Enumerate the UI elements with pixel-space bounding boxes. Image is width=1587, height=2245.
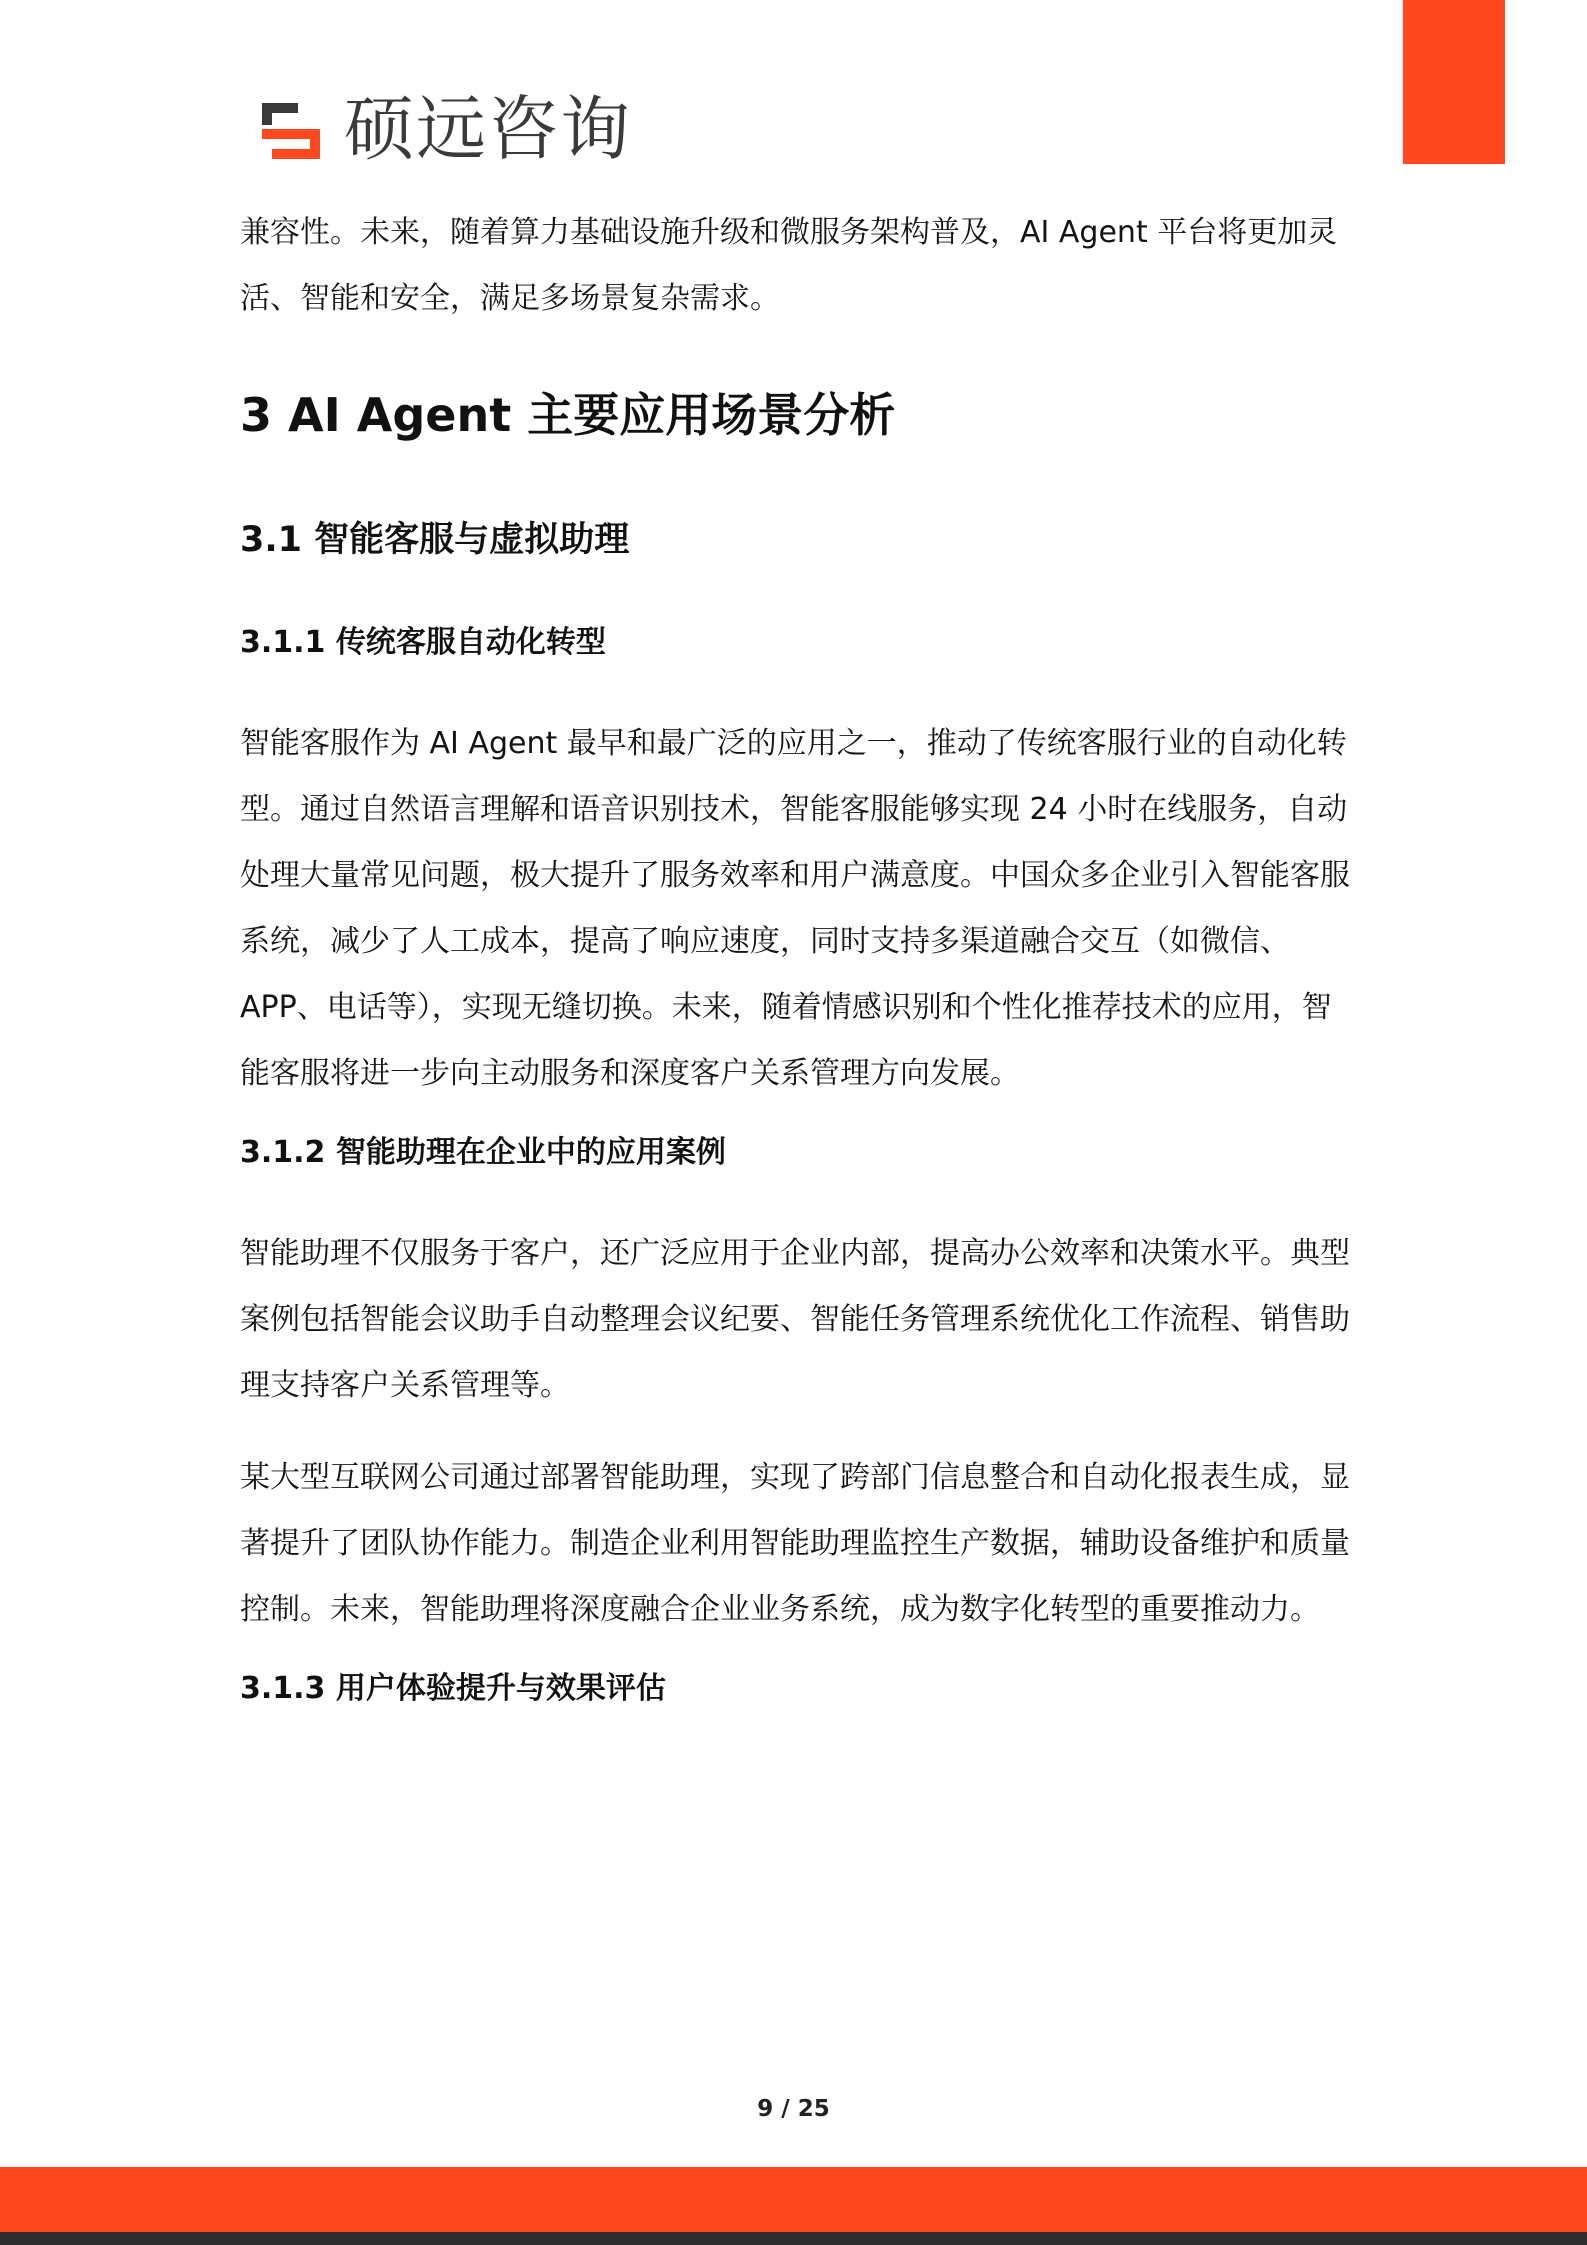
- paragraph-3-1-1: 智能客服作为 AI Agent 最早和最广泛的应用之一，推动了传统客服行业的自动化转型。通过自然语言理解和语音识别技术，智能客服能够实现 24 小时在线服务，自动处理大量常见问题，极大提升了服务效率和用户满意度。中国众多企业引入智能客服系统，减少了人工成本，提高了响应速度，同时支持多渠道融合交互（如微信、APP、电话等），实现无缝切换。未来，随着情感识别和个性化推荐技术的应用，智能客服将进一步向主动服务和深度客户关系管理方向发展。: [240, 726, 1350, 1091]
- paragraph-3-1-2-b: 某大型互联网公司通过部署智能助理，实现了跨部门信息整合和自动化报表生成，显著提升了团队协作能力。制造企业利用智能助理监控生产数据，辅助设备维护和质量控制。未来，智能助理将深度融合企业业务系统，成为数字化转型的重要推动力。: [240, 1460, 1350, 1627]
- document-body: [240, 200, 1350, 1711]
- intro-paragraph: 兼容性。未来，随着算力基础设施升级和微服务架构普及，AI Agent 平台将更加灵活、智能和安全，满足多场景复杂需求。: [240, 215, 1338, 316]
- subsubsection-heading-3: 3.1.3 用户体验提升与效果评估: [240, 1671, 666, 1706]
- brand-logo: [258, 90, 632, 168]
- footer-dark-strip: [0, 2232, 1587, 2245]
- brand-mark-icon: [258, 93, 330, 165]
- subsection-heading: 3.1 智能客服与虚拟助理: [240, 520, 630, 560]
- footer-accent-bar: [0, 2167, 1587, 2232]
- section-heading: 3 AI Agent 主要应用场景分析: [240, 388, 896, 442]
- page-number: 9 / 25: [757, 2096, 830, 2122]
- paragraph-3-1-2-a: 智能助理不仅服务于客户，还广泛应用于企业内部，提高办公效率和决策水平。典型案例包括智能会议助手自动整理会议纪要、智能任务管理系统优化工作流程、销售助理支持客户关系管理等。: [240, 1236, 1350, 1403]
- subsubsection-heading-2: 3.1.2 智能助理在企业中的应用案例: [240, 1135, 726, 1170]
- corner-accent-tab: [1403, 0, 1505, 164]
- brand-name: 硕远咨询: [344, 88, 632, 170]
- subsubsection-heading-1: 3.1.1 传统客服自动化转型: [240, 625, 606, 660]
